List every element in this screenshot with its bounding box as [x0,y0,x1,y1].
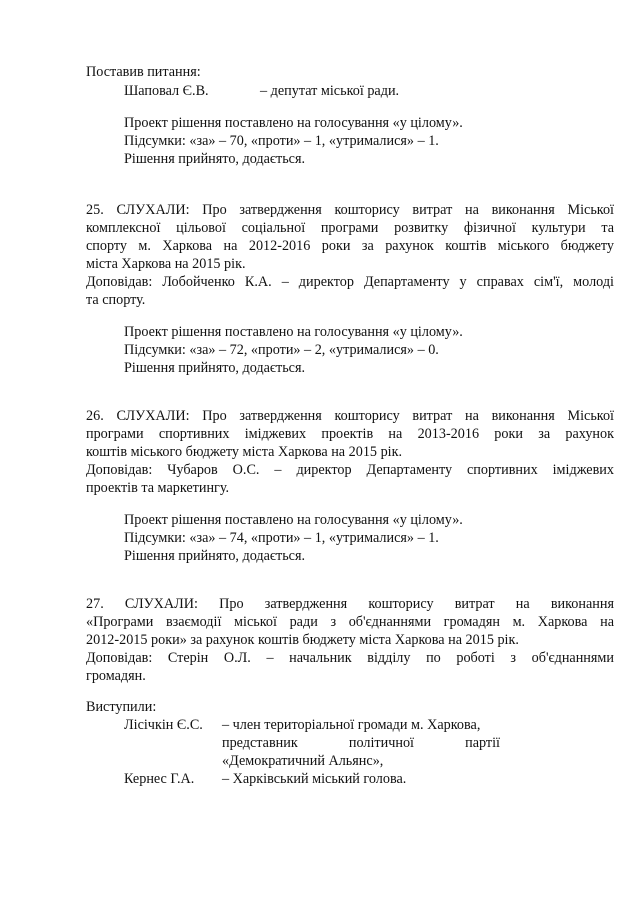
item26-line-3: коштів міського бюджету міста Харкова на 2015 рік. [86,444,403,460]
item25-reporter-1: Доповідав: Лобойченко К.А. – директор Департаменту у справах сім'ї, молоді [86,274,614,290]
item26-line-2: програми спортивних іміджевих проектів на 2013-2016 роки за рахунок [86,426,614,442]
item25-line-2: комплексної цільової соціальної програми розвитку фізичної культури та [86,220,614,236]
item27-reporter-2: громадян. [86,668,146,684]
item25-vote-decision: Рішення прийнято, додається. [124,360,306,376]
speakers-heading-2: Виступили: [86,699,157,715]
speaker-2-role: – Харківський міський голова. [222,771,407,787]
item25-line-4: міста Харкова на 2015 рік. [86,256,246,272]
speaker-role: – депутат міської ради. [260,83,400,99]
item27-line-3: 2012-2015 роки» за рахунок коштів бюджету міста Харкова на 2015 рік. [86,632,519,648]
item26-line-1: 26. СЛУХАЛИ: Про затвердження кошторису витрат на виконання Міської [86,408,614,424]
item26-reporter-1: Доповідав: Чубаров О.С. – директор Департаменту спортивних іміджевих [86,462,614,478]
speaker-1-role-2: представник політичної партії [222,735,500,751]
item25-line-3: спорту м. Харкова на 2012-2016 роки за рахунок коштів міського бюджету [86,238,614,254]
item27-line-2: «Програми взаємодії міської ради з об'єднаннями громадян м. Харкова на [86,614,614,630]
speaker-name: Шаповал Є.В. [124,83,209,99]
item27-reporter-1: Доповідав: Стерін О.Л. – начальник відділу по роботі з об'єднаннями [86,650,614,666]
vote-proposal: Проект рішення поставлено на голосування «у цілому». [124,115,463,131]
item25-reporter-2: та спорту. [86,292,146,308]
item27-line-1: 27. СЛУХАЛИ: Про затвердження кошторису витрат на виконання [86,596,614,612]
vote-decision: Рішення прийнято, додається. [124,151,306,167]
item26-vote-results: Підсумки: «за» – 74, «проти» – 1, «утрималися» – 1. [124,530,439,546]
item25-vote-results: Підсумки: «за» – 72, «проти» – 2, «утрималися» – 0. [124,342,439,358]
item25-line-1: 25. СЛУХАЛИ: Про затвердження кошторису витрат на виконання Міської [86,202,614,218]
item25-vote-proposal: Проект рішення поставлено на голосування «у цілому». [124,324,463,340]
item26-vote-decision: Рішення прийнято, додається. [124,548,306,564]
item26-vote-proposal: Проект рішення поставлено на голосування «у цілому». [124,512,463,528]
item26-reporter-2: проектів та маркетингу. [86,480,230,496]
speaker-1-role-1: – член територіальної громади м. Харкова, [222,717,481,733]
speaker-1-role-3: «Демократичний Альянс», [222,753,384,769]
vote-results: Підсумки: «за» – 70, «проти» – 1, «утрималися» – 1. [124,133,439,149]
speaker-2-name: Кернес Г.А. [124,771,195,787]
speaker-1-name: Лісічкін Є.С. [124,717,203,733]
speakers-heading-1: Поставив питання: [86,64,201,80]
